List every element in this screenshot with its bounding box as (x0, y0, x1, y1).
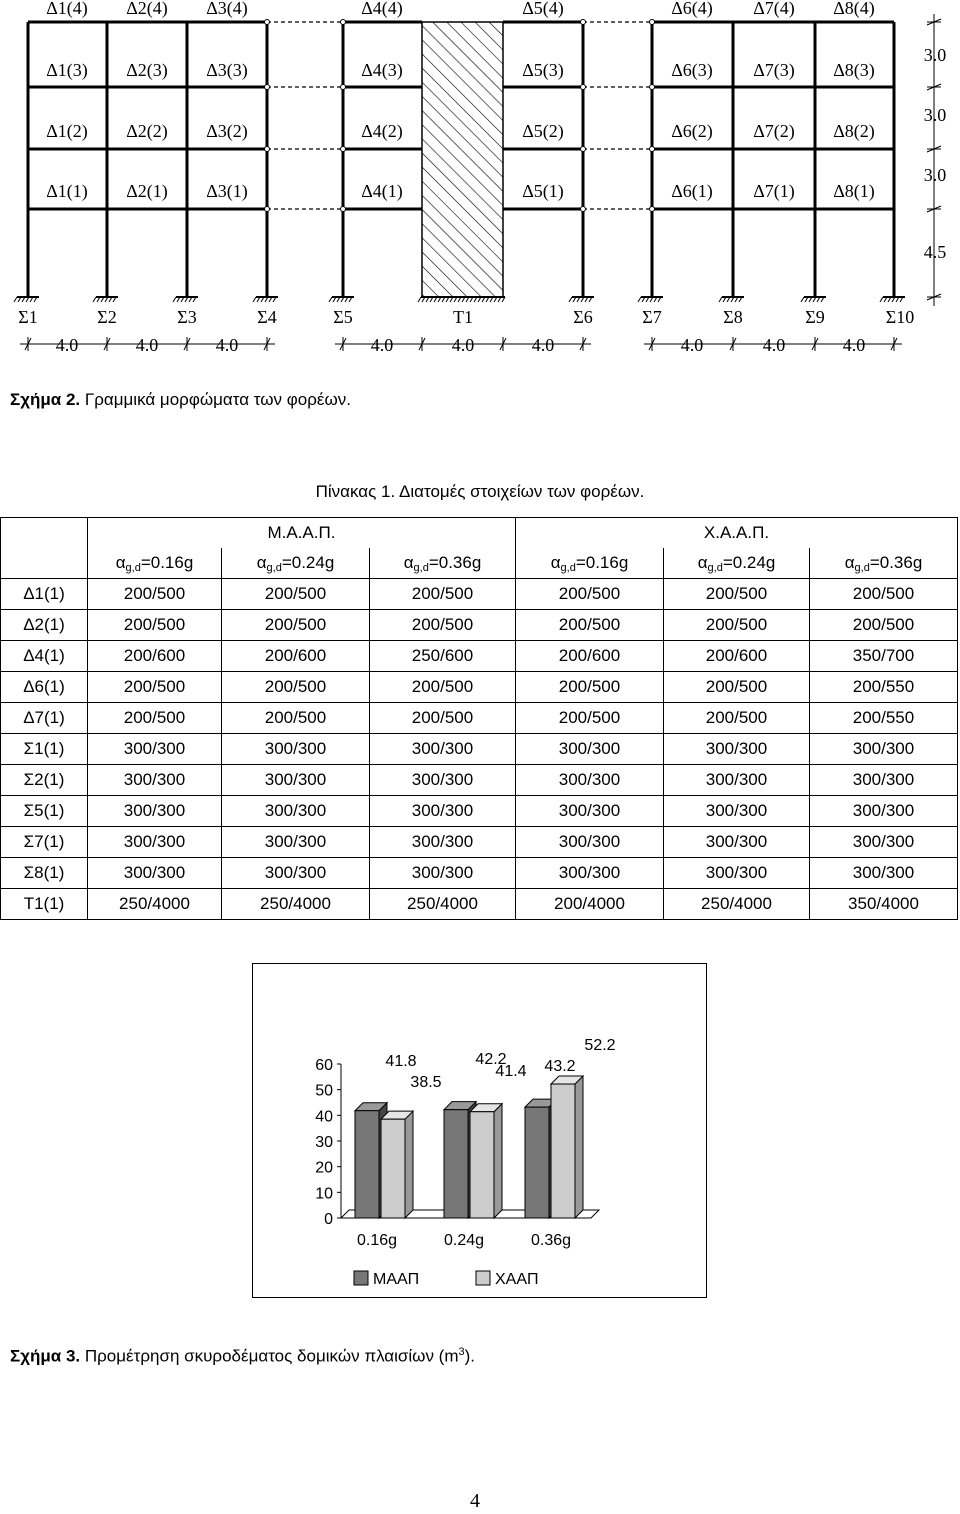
section-cell: 200/500 (664, 672, 810, 703)
beam-label: Δ6(2) (671, 121, 713, 141)
beam-label: Δ2(4) (126, 0, 168, 18)
beam-label: Δ1(4) (46, 0, 88, 18)
data-label: 41.8 (385, 1053, 417, 1070)
table-row (1, 827, 958, 858)
support-hatch (569, 297, 572, 302)
table-row (1, 765, 958, 796)
section-cell: 300/300 (516, 734, 664, 765)
bar (470, 1104, 502, 1218)
section-cell: 200/500 (810, 610, 958, 641)
table-row (1, 610, 958, 641)
hinge-marker (341, 85, 346, 90)
beam-label: Δ8(1) (833, 181, 875, 201)
storey-height: 4.5 (923, 242, 947, 262)
section-cell: 200/500 (516, 703, 664, 734)
section-cell: 200/4000 (516, 889, 664, 920)
section-cell: 200/550 (810, 703, 958, 734)
beam-label: Δ5(2) (522, 121, 564, 141)
section-cell: 300/300 (664, 734, 810, 765)
hinge-marker (581, 85, 586, 90)
section-cell: 250/4000 (370, 889, 516, 920)
concrete-volume-chart (252, 963, 707, 1298)
hinge-marker (650, 207, 655, 212)
section-cell: 300/300 (370, 734, 516, 765)
support-label: Σ7 (642, 307, 662, 327)
support-hatch (638, 297, 641, 302)
beam-label: Δ6(4) (671, 0, 713, 18)
section-cell: 200/600 (516, 641, 664, 672)
section-cell: 300/300 (516, 858, 664, 889)
section-cell: 200/500 (222, 610, 370, 641)
section-cell: 300/300 (370, 765, 516, 796)
beam-label: Δ3(1) (206, 181, 248, 201)
storey-height: 3.0 (923, 105, 947, 125)
table-row (1, 734, 958, 765)
hinge-marker (341, 207, 346, 212)
section-cell: 300/300 (370, 827, 516, 858)
section-cell: 200/500 (370, 610, 516, 641)
beam-label: Δ3(3) (206, 60, 248, 80)
row-label: Σ7(1) (1, 827, 88, 858)
hinge-marker (265, 147, 270, 152)
support-hatch (880, 297, 883, 302)
table-row (1, 672, 958, 703)
section-cell: 300/300 (810, 858, 958, 889)
beam-label: Δ4(1) (361, 181, 403, 201)
y-tick-label: 60 (315, 1057, 333, 1074)
group-header-xaap: Χ.Α.Α.Π. (516, 518, 958, 549)
section-cell: 300/300 (88, 858, 222, 889)
row-label: Τ1(1) (1, 889, 88, 920)
hinge-marker (581, 20, 586, 25)
section-cell: 300/300 (516, 796, 664, 827)
beam-label: Δ8(4) (833, 0, 875, 18)
hinge-marker (650, 147, 655, 152)
x-tick-label: 0.36g (530, 1232, 572, 1249)
group-header-maap: Μ.Α.Α.Π. (88, 518, 516, 549)
section-cell: 250/4000 (222, 889, 370, 920)
section-cell: 200/500 (88, 703, 222, 734)
table-row (1, 641, 958, 672)
support-hatch (93, 297, 96, 302)
column-header: $\alpha_{g,d}=0.16g$ (88, 548, 222, 579)
column-header: $\alpha_{g,d}=0.24g$ (664, 548, 810, 579)
support-hatch (14, 297, 17, 302)
beam-label: Δ2(3) (126, 60, 168, 80)
legend-label: ΜΑΑΠ (373, 1271, 420, 1288)
section-cell: 200/500 (664, 703, 810, 734)
section-cell: 300/300 (810, 734, 958, 765)
support-label: Τ1 (453, 307, 473, 327)
table-title: Πίνακας 1. Διατομές στοιχείων των φορέων. (315, 482, 645, 501)
section-cell: 200/500 (516, 672, 664, 703)
section-cell: 200/600 (664, 641, 810, 672)
support-hatch (329, 297, 332, 302)
legend-swatch (354, 1271, 368, 1285)
y-tick-label: 50 (315, 1082, 333, 1100)
beam-label: Δ6(3) (671, 60, 713, 80)
figure3-caption: Σχήμα 3. Προμέτρηση σκυροδέματος δομικών πλαισίων $(m^3)$. (10, 1346, 476, 1366)
section-cell: 200/500 (222, 703, 370, 734)
section-cell: 350/4000 (810, 889, 958, 920)
beam-label: Δ7(1) (753, 181, 795, 201)
section-cell: 300/300 (88, 765, 222, 796)
support-hatch (719, 297, 722, 302)
section-cell: 200/500 (88, 672, 222, 703)
section-cell: 300/300 (222, 765, 370, 796)
support-label: Σ5 (333, 307, 353, 327)
section-cell: 200/500 (370, 703, 516, 734)
section-cell: 300/300 (810, 796, 958, 827)
support-label: Σ8 (723, 307, 743, 327)
core-wall (422, 22, 503, 297)
beam-label: Δ8(3) (833, 60, 875, 80)
storey-height: 3.0 (923, 165, 947, 185)
section-cell: 200/500 (88, 610, 222, 641)
hinge-marker (265, 85, 270, 90)
support-label: Σ6 (573, 307, 593, 327)
section-cell: 200/500 (516, 610, 664, 641)
section-cell: 200/500 (370, 672, 516, 703)
section-cell: 300/300 (810, 827, 958, 858)
y-tick-label: 20 (315, 1159, 333, 1177)
x-tick-label: 0.24g (443, 1232, 485, 1249)
span-dimension: 4.0 (762, 335, 786, 355)
beam-label: Δ8(2) (833, 121, 875, 141)
support-hatch (173, 297, 176, 302)
span-dimension: 4.0 (531, 335, 555, 355)
row-label: Δ6(1) (1, 672, 88, 703)
section-cell: 200/500 (88, 579, 222, 610)
section-cell: 350/700 (810, 641, 958, 672)
section-cell: 200/500 (664, 579, 810, 610)
section-cell: 300/300 (810, 765, 958, 796)
column-header-row (1, 548, 958, 579)
row-label: Δ1(1) (1, 579, 88, 610)
support-label: Σ1 (18, 307, 38, 327)
beam-label: Δ7(4) (753, 0, 795, 18)
storey-height: 3.0 (923, 45, 947, 65)
data-label: 41.4 (495, 1063, 527, 1080)
beam-label: Δ5(1) (522, 181, 564, 201)
section-cell: 200/500 (664, 610, 810, 641)
span-dimension: 4.0 (215, 335, 239, 355)
section-cell: 200/500 (810, 579, 958, 610)
section-cell: 300/300 (88, 796, 222, 827)
section-cell: 250/600 (370, 641, 516, 672)
row-label: Σ1(1) (1, 734, 88, 765)
table-row (1, 889, 958, 920)
row-label: Σ2(1) (1, 765, 88, 796)
hinge-marker (650, 20, 655, 25)
column-header: $\alpha_{g,d}=0.36g$ (370, 548, 516, 579)
beam-label: Δ1(3) (46, 60, 88, 80)
beam-label: Δ4(2) (361, 121, 403, 141)
bar (381, 1111, 413, 1218)
table-row (1, 703, 958, 734)
sections-table (0, 517, 958, 920)
hinge-marker (341, 147, 346, 152)
y-tick-label: 30 (315, 1134, 333, 1151)
data-label: 43.2 (544, 1058, 576, 1075)
beam-label: Δ7(3) (753, 60, 795, 80)
page-number: 4 (470, 1490, 480, 1512)
legend-swatch (476, 1271, 490, 1285)
y-tick-label: 0 (324, 1211, 333, 1228)
section-cell: 200/550 (810, 672, 958, 703)
beam-label: Δ1(2) (46, 121, 88, 141)
span-dimension: 4.0 (370, 335, 394, 355)
section-cell: 200/500 (516, 579, 664, 610)
span-dimension: 4.0 (55, 335, 79, 355)
row-label: Δ7(1) (1, 703, 88, 734)
column-header: $\alpha_{g,d}=0.36g$ (810, 548, 958, 579)
section-cell: 300/300 (664, 765, 810, 796)
section-cell: 300/300 (222, 827, 370, 858)
section-cell: 300/300 (222, 858, 370, 889)
span-dimension: 4.0 (135, 335, 159, 355)
support-hatch (801, 297, 804, 302)
hinge-marker (581, 207, 586, 212)
span-dimension: 4.0 (842, 335, 866, 355)
data-label: 52.2 (584, 1037, 616, 1054)
figure2-caption: Σχήμα 2. Γραμμικά μορφώματα των φορέων. (10, 390, 351, 409)
support-hatch (253, 297, 256, 302)
beam-label: Δ2(1) (126, 181, 168, 201)
section-cell: 200/600 (222, 641, 370, 672)
hinge-marker (265, 207, 270, 212)
support-label: Σ2 (97, 307, 117, 327)
hinge-marker (650, 85, 655, 90)
section-cell: 200/500 (222, 579, 370, 610)
support-label: Σ9 (805, 307, 825, 327)
section-cell: 300/300 (370, 796, 516, 827)
column-header: $\alpha_{g,d}=0.24g$ (222, 548, 370, 579)
support-label: Σ10 (885, 307, 915, 327)
x-tick-label: 0.16g (356, 1232, 398, 1249)
y-tick-label: 40 (315, 1108, 333, 1126)
hinge-marker (581, 147, 586, 152)
span-dimension: 4.0 (680, 335, 704, 355)
frames-drawing (0, 0, 960, 370)
beam-label: Δ6(1) (671, 181, 713, 201)
row-label: Δ2(1) (1, 610, 88, 641)
section-cell: 200/600 (88, 641, 222, 672)
row-label: Σ8(1) (1, 858, 88, 889)
section-cell: 300/300 (664, 827, 810, 858)
section-cell: 300/300 (88, 827, 222, 858)
legend-label: ΧΑΑΠ (495, 1271, 539, 1288)
hinge-marker (265, 20, 270, 25)
section-cell: 200/500 (222, 672, 370, 703)
section-cell: 250/4000 (664, 889, 810, 920)
section-cell: 300/300 (370, 858, 516, 889)
column-header: $\alpha_{g,d}=0.16g$ (516, 548, 664, 579)
table-row (1, 858, 958, 889)
data-label: 38.5 (410, 1074, 442, 1091)
support-hatch (418, 297, 421, 302)
row-label: Σ5(1) (1, 796, 88, 827)
table-row (1, 579, 958, 610)
beam-label: Δ5(4) (522, 0, 564, 18)
beam-label: Δ2(2) (126, 121, 168, 141)
section-cell: 300/300 (516, 765, 664, 796)
section-cell: 300/300 (516, 827, 664, 858)
section-cell: 300/300 (222, 734, 370, 765)
table-row (1, 796, 958, 827)
section-cell: 250/4000 (88, 889, 222, 920)
beam-label: Δ4(3) (361, 60, 403, 80)
y-tick-label: 10 (315, 1185, 333, 1203)
span-dimension: 4.0 (451, 335, 475, 355)
support-label: Σ4 (257, 307, 277, 327)
support-label: Σ3 (177, 307, 197, 327)
beam-label: Δ7(2) (753, 121, 795, 141)
beam-label: Δ5(3) (522, 60, 564, 80)
section-cell: 300/300 (88, 734, 222, 765)
beam-label: Δ3(4) (206, 0, 248, 18)
beam-label: Δ1(1) (46, 181, 88, 201)
section-cell: 200/500 (370, 579, 516, 610)
section-cell: 300/300 (222, 796, 370, 827)
row-label: Δ4(1) (1, 641, 88, 672)
data-label: 42.2 (475, 1051, 507, 1068)
section-cell: 300/300 (664, 796, 810, 827)
section-cell: 300/300 (664, 858, 810, 889)
beam-label: Δ3(2) (206, 121, 248, 141)
beam-label: Δ4(4) (361, 0, 403, 18)
hinge-marker (341, 20, 346, 25)
bar (551, 1076, 583, 1218)
